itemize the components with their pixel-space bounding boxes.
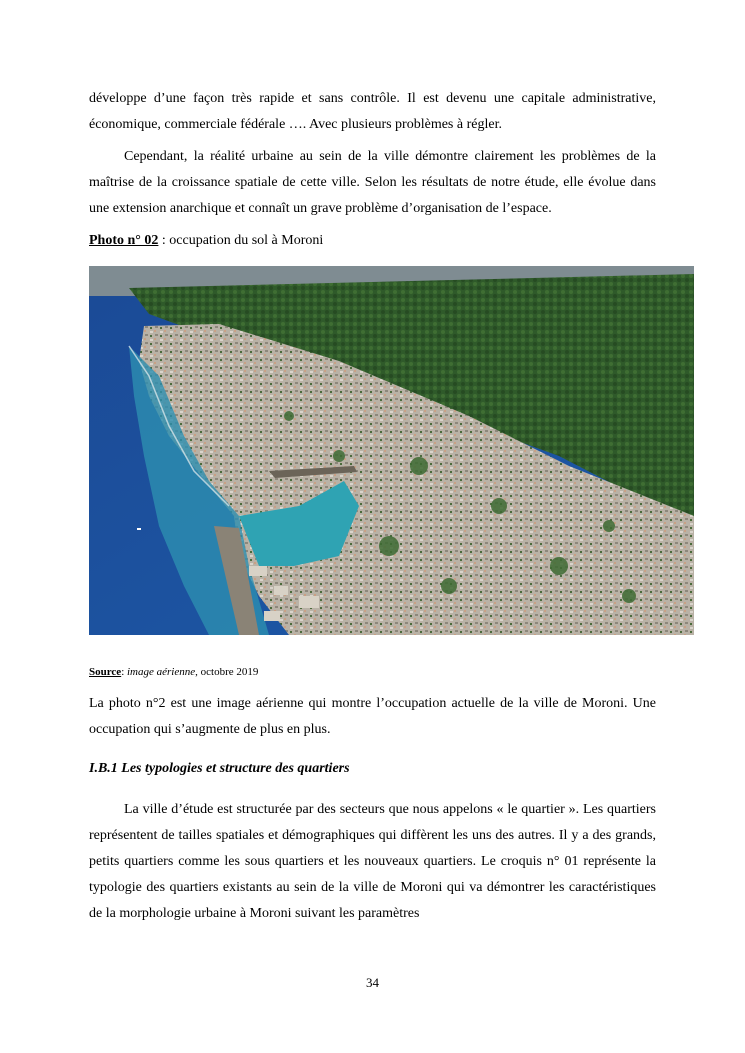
source-type: image aérienne: [127, 666, 196, 678]
paragraph-urban-reality: Cependant, la réalité urbaine au sein de la ville démontre clairement les problèmes de la maîtrise de la croissance spatiale de cette ville. Selon les résultats de notre étude, elle évolue dans une extension anarchique et connaît un grave problème d’organisation de l’espace.: [89, 149, 656, 216]
paragraph-photo-description: La photo n°2 est une image aérienne qui montre l’occupation actuelle de la ville de Moroni. Une occupation qui s’augmente de plus en plus.: [89, 696, 656, 737]
source-label: Source: [89, 666, 122, 678]
photo-source: [89, 664, 258, 680]
photo-caption-label: Photo n° 02: [89, 233, 159, 248]
source-separator: :: [121, 666, 127, 678]
aerial-photo-drawing: [89, 266, 694, 635]
photo-caption: [89, 231, 323, 251]
aerial-photo-moroni: [89, 266, 694, 635]
source-date: , octobre 2019: [195, 666, 259, 678]
photo-caption-text: : occupation du sol à Moroni: [158, 233, 324, 248]
paragraph-quarters: La ville d’étude est structurée par des secteurs que nous appelons « le quartier ». Les quartiers représentent de tailles spatiales et démographiques qui diffèrent les uns des autres. Il y a des grands, petits quartiers comme les sous quartiers et les nouveaux quartiers. Le croquis n° 01 représente la typologie des quartiers existants au sein de la ville de Moroni qui va démontrer les caractéristiques de la morphologie urbaine à Moroni suivant les paramètres: [89, 802, 656, 921]
paragraph-intro: développe d’une façon très rapide et sans contrôle. Il est devenu une capitale administrative, économique, commerciale fédérale …. Avec plusieurs problèmes à régler.: [89, 91, 656, 132]
page-number: 34: [366, 975, 379, 990]
section-heading: I.B.1 Les typologies et structure des quartiers: [89, 761, 350, 776]
